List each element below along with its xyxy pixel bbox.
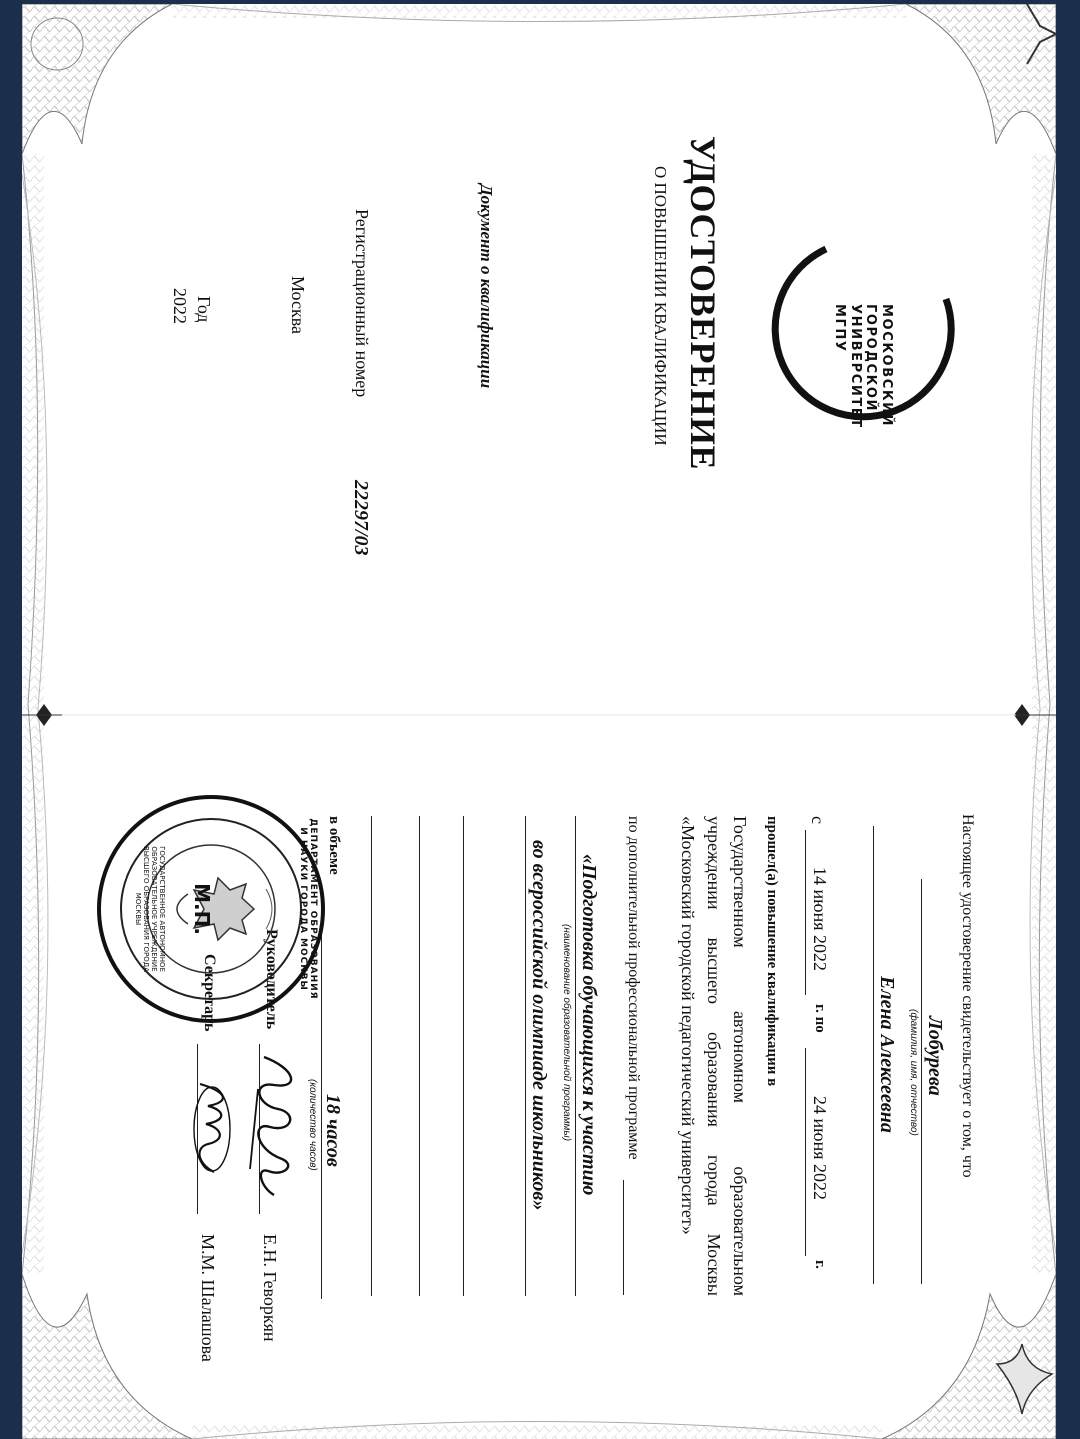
document-type: Документ о квалификации (477, 184, 496, 389)
registration-label: Регистрационный номер (352, 209, 372, 398)
program-name-line-1: «Подготовка обучающихся к участию (578, 854, 600, 1196)
institution-word: Государственном (730, 816, 750, 948)
institution-word: образования (704, 1032, 724, 1127)
year-value: 2022 (170, 288, 190, 324)
seal-outer-text: ДЕПАРТАМЕНТ ОБРАЗОВАНИЯ И НАУКИ ГОРОДА МОСКВЫ (298, 818, 318, 1000)
hours-prefix: в объеме (326, 816, 342, 875)
certificate-subtitle: О ПОВЫШЕНИИ КВАЛИФИКАЦИИ (651, 166, 670, 446)
program-name-line-2: во всероссийской олимпиаде школьников» (528, 840, 550, 1211)
blank-line (463, 816, 464, 1296)
institution-line-1 (729, 816, 750, 1296)
period-from-prefix: с (808, 816, 828, 824)
hours-hint: (количество часов) (307, 1079, 318, 1171)
seal-inner-text: ГОСУДАРСТВЕННОЕ АВТОНОМНОЕ ОБРАЗОВАТЕЛЬНОЕ УЧРЕЖДЕНИЕ ВЫСШЕГО ОБРАЗОВАНИЯ ГОРОДА МОСКВЫ (134, 845, 166, 973)
logo-line-1: МОСКОВСКИЙ (879, 304, 894, 428)
registration-number: 22297/03 (350, 480, 372, 556)
seal-mp: М.П. (190, 883, 214, 935)
logo-line-2: ГОРОДСКОЙ (863, 304, 879, 412)
secretary-name: М.М. Шалашова (198, 1234, 218, 1362)
city: Москва (288, 276, 308, 334)
official-seal (96, 794, 326, 1024)
blank-line (371, 816, 372, 1296)
logo-caption (832, 304, 894, 429)
logo-line-3: УНИВЕРСИТЕТ (848, 304, 863, 429)
given-name: Елена Алексеевна (876, 976, 898, 1133)
institution-word: учреждении (704, 816, 724, 910)
logo-line-4: МГПУ (832, 304, 848, 353)
date-to: 24 июня 2022 (810, 1096, 830, 1200)
institution-word: Москвы (704, 1233, 724, 1296)
certificate-title: УДОСТОВЕРЕНИЕ (683, 136, 723, 471)
head-name: Е.Н. Геворкян (260, 1234, 280, 1342)
institution-word: высшего (704, 937, 724, 1004)
head-label: Руководитель (263, 929, 280, 1030)
year-label: Год (194, 296, 214, 323)
program-hint: (наименование образовательной программы) (561, 924, 572, 1142)
passed-text: прошел(а) повышение квалификации в (764, 816, 780, 1087)
intro-text: Настоящее удостоверение свидетельствует о том, что (959, 814, 976, 1178)
certificate-document (22, 4, 1056, 1439)
period-to-word: г. по (812, 1004, 828, 1033)
program-label: по дополнительной профессиональной программе (625, 816, 642, 1160)
head-signature-icon (244, 1049, 304, 1199)
date-from: 14 июня 2022 (810, 867, 830, 971)
secretary-label: Секретарь (201, 954, 218, 1032)
institution-word: автономном (730, 1010, 750, 1103)
institution-line-3: «Московский городской педагогический университет» (678, 816, 698, 1235)
institution-word: образовательном (730, 1166, 750, 1296)
name-hint: (фамилия, имя, отчество) (908, 1009, 919, 1136)
institution-word: города (704, 1155, 724, 1206)
institution-line-2 (703, 816, 724, 1296)
period-end: г. (812, 1260, 828, 1269)
rotated-content (22, 4, 1056, 1439)
secretary-signature-icon (188, 1074, 238, 1184)
blank-line (419, 816, 420, 1296)
surname: Лобурева (924, 1016, 946, 1096)
hours-value: 18 часов (322, 1094, 344, 1167)
